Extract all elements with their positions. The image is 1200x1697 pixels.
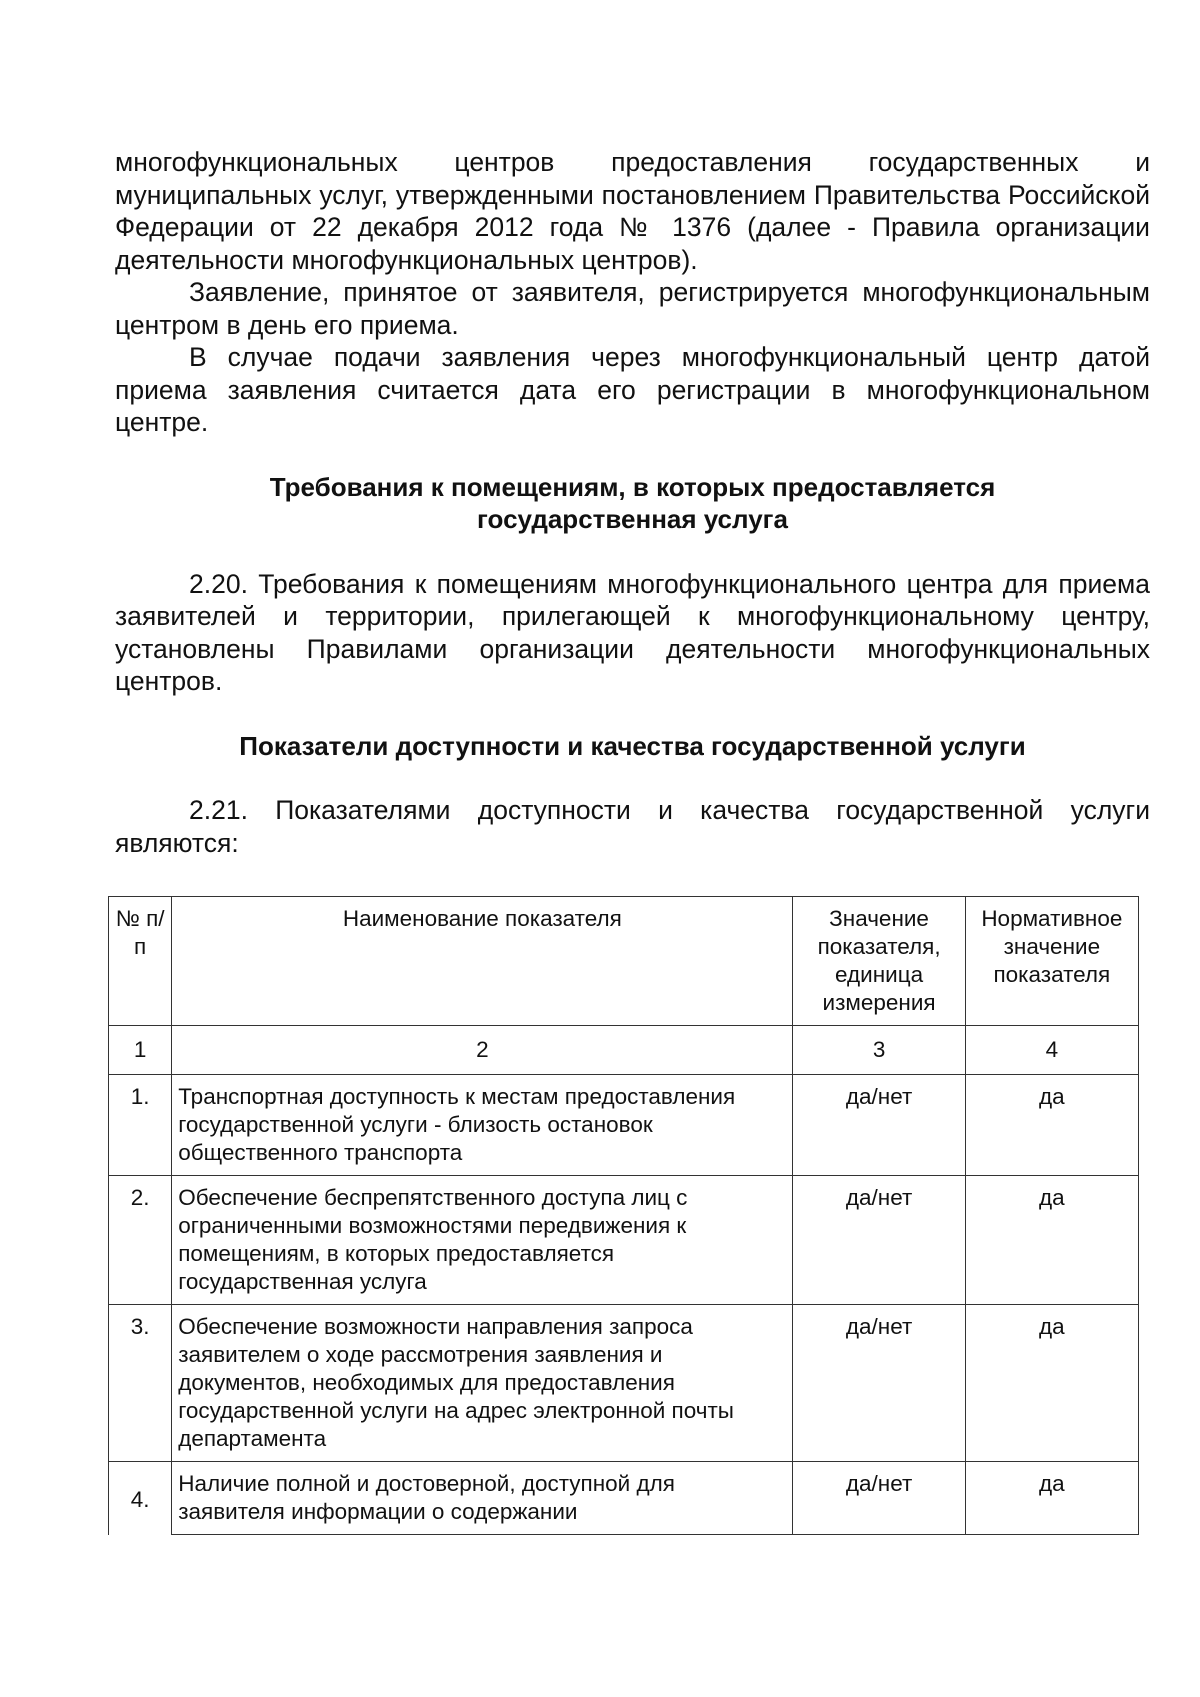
row-norm: да: [965, 1176, 1138, 1305]
row-number: 2.: [109, 1176, 172, 1305]
table-row: [109, 1305, 1139, 1462]
row-name: Наличие полной и достоверной, доступной для заявителя информации о содержании: [172, 1462, 793, 1535]
col-number: 1: [109, 1026, 172, 1075]
header-number: № п/п: [109, 897, 172, 1026]
header-value: Значение показателя, единица измерения: [793, 897, 965, 1026]
row-name: Обеспечение возможности направления запроса заявителем о ходе рассмотрения заявления и документов, необходимых для предоставления государственной услуги на адрес электронной почты департамента: [172, 1305, 793, 1462]
row-value: да/нет: [793, 1305, 965, 1462]
table-header-row: [109, 897, 1139, 1026]
document-page: [115, 146, 1150, 859]
col-number: 2: [172, 1026, 793, 1075]
table-row: [109, 1075, 1139, 1176]
row-name: Обеспечение беспрепятственного доступа лиц с ограниченными возможностями передвижения к помещениям, в которых предоставляется государственная услуга: [172, 1176, 793, 1305]
row-value: да/нет: [793, 1462, 965, 1535]
header-name: Наименование показателя: [172, 897, 793, 1026]
row-norm: да: [965, 1075, 1138, 1176]
date-paragraph: В случае подачи заявления через многофункциональный центр датой приема заявления считается дата его регистрации в многофункциональном центре.: [115, 342, 1150, 437]
row-norm: да: [965, 1305, 1138, 1462]
section-heading-indicators: Показатели доступности и качества государственной услуги: [239, 730, 1026, 761]
table-column-numbers-row: [109, 1026, 1139, 1075]
row-value: да/нет: [793, 1075, 965, 1176]
col-number: 3: [793, 1026, 965, 1075]
header-norm: Нормативное значение показателя: [965, 897, 1138, 1026]
section-heading-premises-line2: государственная услуга: [477, 504, 788, 534]
col-number: 4: [965, 1026, 1138, 1075]
indicators-table: [108, 896, 1139, 1535]
row-number: 3.: [109, 1305, 172, 1462]
row-norm: да: [965, 1462, 1138, 1535]
row-number: 4.: [109, 1462, 172, 1535]
indicators-paragraph: 2.21. Показателями доступности и качества государственной услуги являются:: [115, 795, 1150, 858]
premises-paragraph: 2.20. Требования к помещениям многофункционального центра для приема заявителей и территории, прилегающей к многофункциональному центру, установлены Правилами организации деятельности многофункциональных центров.: [115, 568, 1150, 696]
row-name: Транспортная доступность к местам предоставления государственной услуги - близость остановок общественного транспорта: [172, 1075, 793, 1176]
section-heading-premises-line1: Требования к помещениям, в которых предоставляется: [269, 471, 996, 502]
table-row: [109, 1462, 1139, 1535]
table-row: [109, 1176, 1139, 1305]
intro-paragraph: многофункциональных центров предоставления государственных и муниципальных услуг, утвержденными постановлением Правительства Российской Федерации от 22 декабря 2012 года № 1376 (далее - Правила организации деятельности многофункциональных центров).: [115, 147, 1150, 275]
row-number: 1.: [109, 1075, 172, 1176]
registration-paragraph: Заявление, принятое от заявителя, регистрируется многофункциональным центром в день его приема.: [115, 277, 1150, 340]
row-value: да/нет: [793, 1176, 965, 1305]
